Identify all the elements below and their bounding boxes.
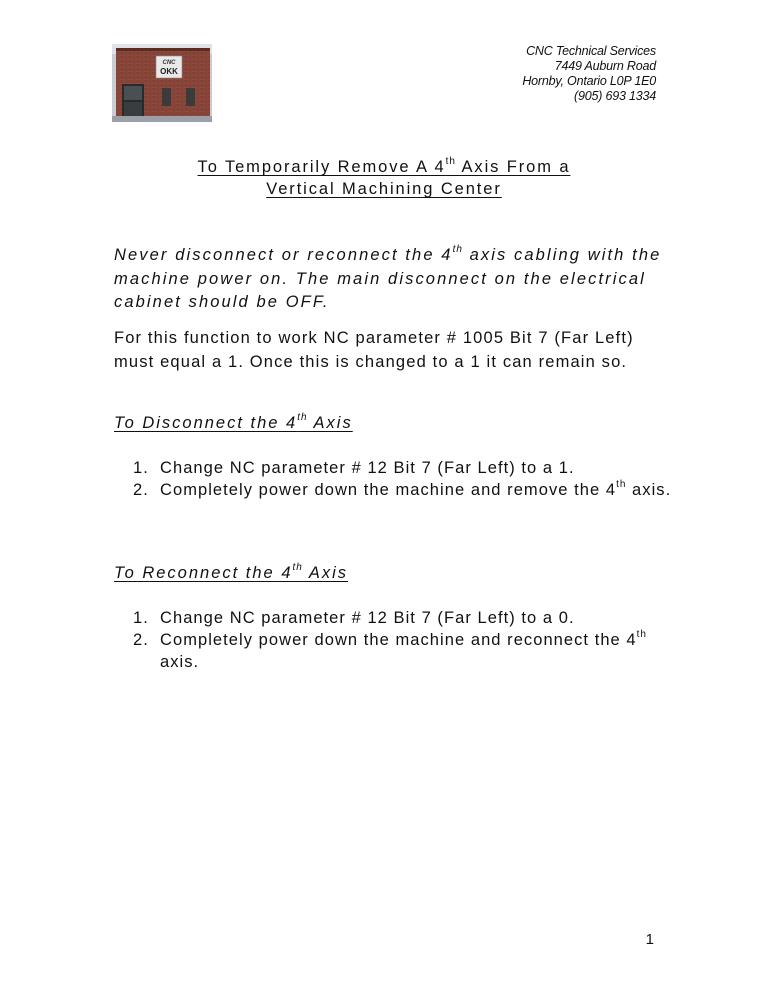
company-name: CNC Technical Services — [526, 44, 656, 58]
list-item: 1. Change NC parameter # 12 Bit 7 (Far Left) to a 1. — [133, 459, 575, 477]
title-line-1: To Temporarily Remove A 4th Axis From a — [197, 156, 571, 176]
building-photo-image — [112, 44, 212, 122]
disconnect-steps — [133, 457, 673, 501]
company-address — [522, 44, 656, 104]
phone-number: (905) 693 1334 — [574, 89, 656, 103]
city-postal: Hornby, Ontario L0P 1E0 — [522, 74, 656, 88]
street-address: 7449 Auburn Road — [554, 59, 656, 73]
reconnect-steps — [133, 607, 673, 673]
logo-sign-top: CNC — [162, 60, 176, 66]
list-item: 2. Completely power down the machine and remove the 4th axis. — [133, 479, 672, 499]
safety-warning: Never disconnect or reconnect the 4th axis cabling with the machine power on. The main disconnect on the electrical cabinet should be OFF. — [114, 244, 662, 311]
page-number: 1 — [645, 931, 654, 948]
list-item: 1. Change NC parameter # 12 Bit 7 (Far Left) to a 0. — [133, 609, 575, 627]
list-item: 2. Completely power down the machine and reconnect the 4th axis. — [133, 629, 647, 671]
reconnect-heading: To Reconnect the 4th Axis — [114, 562, 348, 582]
logo-sign-bottom: OKK — [160, 67, 178, 76]
building-photo-logo — [112, 44, 212, 122]
disconnect-heading: To Disconnect the 4th Axis — [114, 412, 353, 432]
document-title — [0, 156, 768, 200]
parameter-note: For this function to work NC parameter # 1005 Bit 7 (Far Left) must equal a 1. Once this is changed to a 1 it can remain so. — [114, 329, 634, 371]
title-line-2: Vertical Machining Center — [266, 180, 502, 198]
